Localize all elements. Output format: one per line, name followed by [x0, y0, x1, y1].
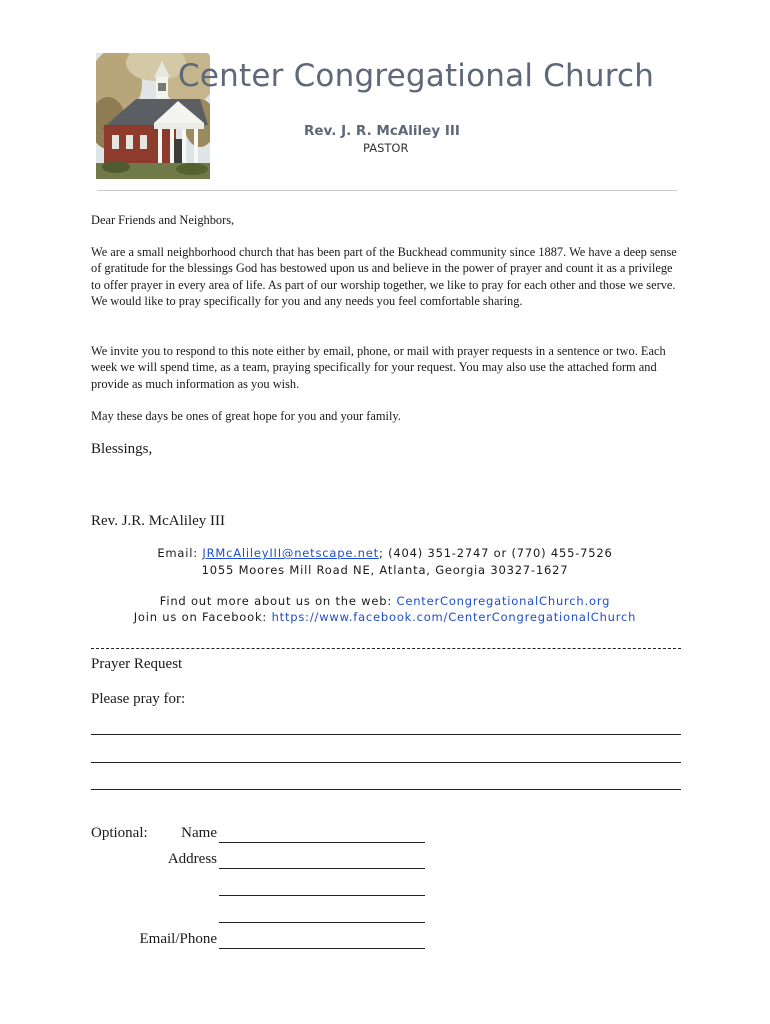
email-label: Email:	[157, 546, 203, 560]
email-link[interactable]: JRMcAlileyIII@netscape.net	[202, 546, 379, 560]
name-field[interactable]	[219, 842, 425, 843]
header-divider	[97, 190, 677, 191]
salutation: Dear Friends and Neighbors,	[91, 213, 235, 227]
website-line	[0, 594, 770, 608]
letter-paragraph-1: We are a small neighborhood church that has been part of the Buckhead community since 1887. We have a deep sense of gratitude for the blessings God has bestowed upon us and believe in the power of prayer and count it as a privilege to offer prayer in every area of life. As part of our worship together, we like to pray for each other and those we serve. We would like to pray specifically for you and any needs you feel comfortable sharing.	[91, 245, 677, 308]
phone-numbers: ; (404) 351-2747 or (770) 455-7526	[378, 546, 613, 560]
address-field-line-2[interactable]	[219, 895, 425, 896]
prayer-request-line[interactable]	[91, 762, 681, 763]
letter-paragraph-3: May these days be ones of great hope for you and your family.	[91, 409, 401, 423]
prayer-request-line[interactable]	[91, 734, 681, 735]
address-field-line-1[interactable]	[219, 868, 425, 869]
form-title: Prayer Request	[91, 656, 183, 672]
facebook-line	[0, 610, 770, 624]
facebook-link[interactable]: https://www.facebook.com/CenterCongregationalChurch	[271, 610, 637, 624]
contact-email-phone	[0, 546, 770, 560]
pray-for-label: Please pray for:	[91, 691, 186, 707]
pastor-role: PASTOR	[363, 141, 409, 155]
signature: Rev. J.R. McAliley III	[91, 513, 226, 529]
address-label: Address	[167, 851, 217, 867]
email-phone-field[interactable]	[219, 948, 425, 949]
church-name: Center Congregational Church	[178, 58, 655, 94]
facebook-label: Join us on Facebook:	[133, 610, 272, 624]
name-label: Name	[181, 825, 217, 841]
letter-paragraph-2: We invite you to respond to this note either by email, phone, or mail with prayer requests in a sentence or two. Each week we will spend time, as a team, praying specifically for your request. You may also use the attached form and provide as much information as you wish.	[91, 344, 666, 391]
mailing-address: 1055 Moores Mill Road NE, Atlanta, Georgia 30327-1627	[201, 563, 569, 577]
website-label: Find out more about us on the web:	[159, 594, 397, 608]
prayer-request-line[interactable]	[91, 789, 681, 790]
pastor-name: Rev. J. R. McAliley III	[304, 123, 460, 139]
closing: Blessings,	[91, 441, 153, 457]
email-phone-label: Email/Phone	[139, 931, 217, 947]
cut-line	[91, 648, 681, 649]
optional-label: Optional:	[91, 825, 148, 841]
website-link[interactable]: CenterCongregationalChurch.org	[396, 594, 611, 608]
address-field-line-3[interactable]	[219, 922, 425, 923]
